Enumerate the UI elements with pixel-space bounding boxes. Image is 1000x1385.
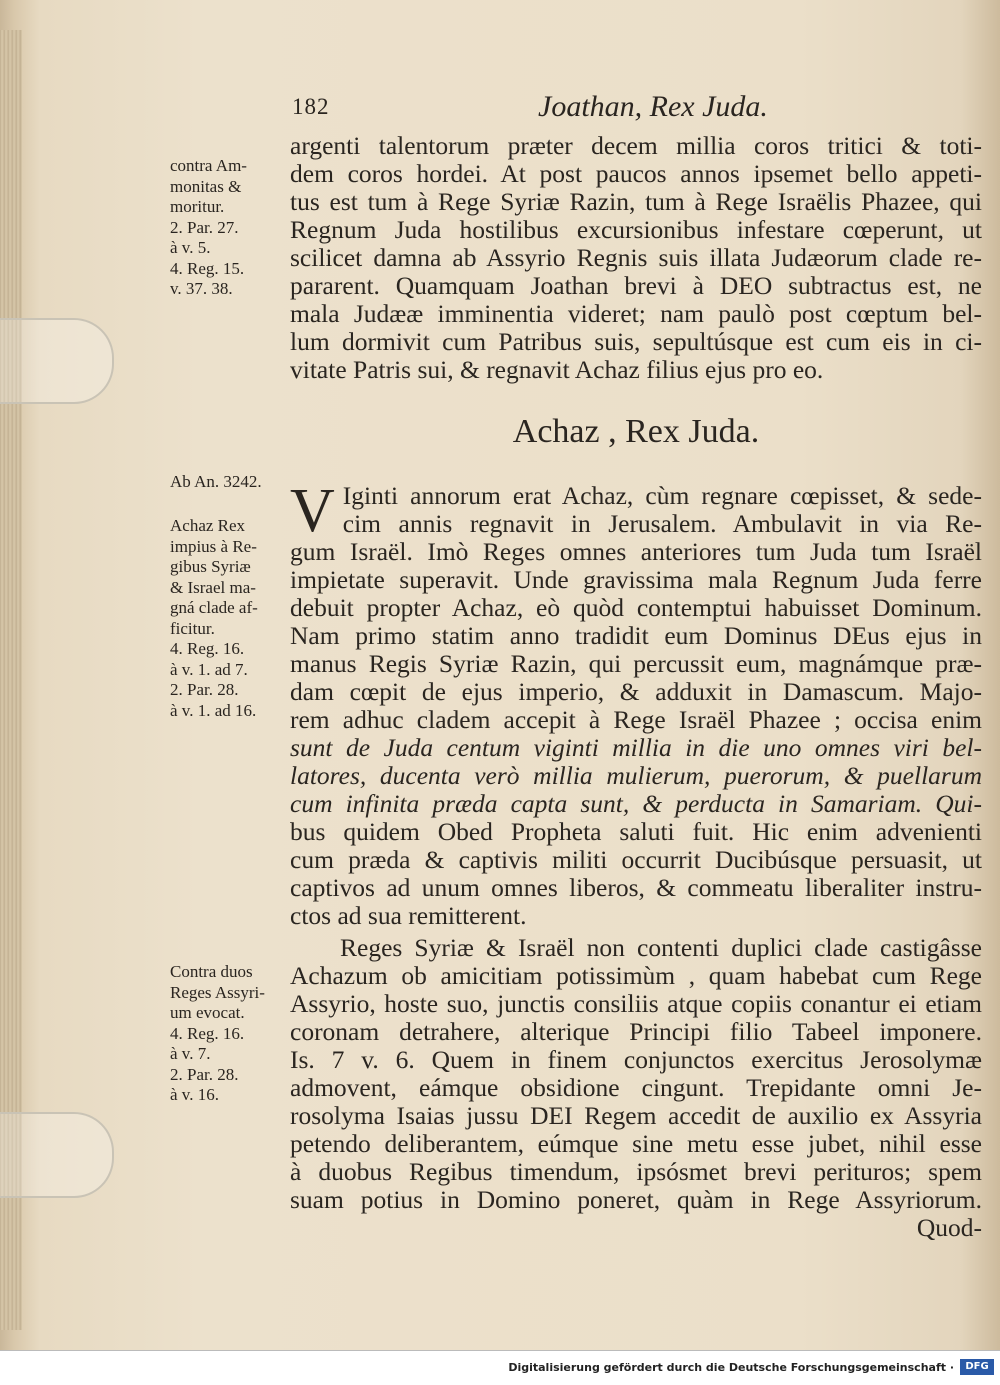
text-line: ctos ad sua remitterent. [290, 901, 527, 930]
text-line: pararent. Quamquam Joathan brevi à DEO subtractus est, ne [290, 271, 982, 300]
margin-line: 2. Par. 27. [170, 217, 239, 237]
page-header [292, 90, 992, 130]
footer-credit: Digitalisierung gefördert durch die Deutsche Forschungsgemeinschaft · [508, 1361, 954, 1374]
digitization-footer [0, 1350, 1000, 1385]
catchword: Quod- [916, 1213, 982, 1242]
text-line: Nam primo statim anno tradidit eum Dominus DEus ejus in [290, 621, 982, 650]
text-line: Reges Syriæ & Israël non contenti duplici clade castigâsse [340, 933, 982, 962]
margin-line: 4. Reg. 16. [170, 1023, 245, 1043]
text-line: gum Israël. Imò Reges omnes anteriores tum Juda tum Israël [290, 537, 982, 566]
margin-line: à v. 16. [170, 1085, 219, 1104]
text-line: mala Judææ imminentia videret; nam paulò post cœptum bel- [290, 299, 982, 328]
text-line: debuit propter Achaz, eò quòd contemptui habuisset Dominum. [290, 593, 982, 622]
margin-line: 2. Par. 28. [170, 680, 239, 699]
paragraph-reges [290, 934, 982, 1242]
text-line: captivos ad unum omnes liberos, & commeatu liberaliter instru- [290, 873, 982, 902]
text-line: cim annis regnavit in Jerusalem. Ambulavit in via Re- [342, 509, 982, 538]
text-line: impietate superavit. Unde gravissima mala Regnum Juda ferre [290, 565, 982, 594]
text-line: rosolyma Isaias jussu DEI Regem accedit de auxilio ex Assyria [290, 1101, 982, 1130]
margin-note-year [170, 472, 262, 493]
text-line: tus est tum à Rege Syriæ Razin, tum à Rege Israëlis Phazee, qui [290, 187, 982, 216]
text-line: dam cœpit de ejus imperio, & adduxit in Damascum. Majo- [290, 677, 982, 706]
text-line: Regnum Juda hostilibus excursionibus infestare cœperunt, ut [290, 215, 982, 244]
margin-line: Ab An. 3242. [170, 472, 262, 491]
text-line: dem coros hordei. At post paucos annos ipsemet bello appeti- [290, 159, 982, 188]
text-line: admovent, eámque obsidione cingunt. Trepidante omni Je- [290, 1073, 982, 1102]
text-line: Assyrio, hoste suo, junctis consiliis atque copiis conantur ei etiam [290, 989, 982, 1018]
text-line: coronam detrahere, alterique Principi filio Tabeel imponere. [290, 1017, 982, 1046]
margin-line: monitas & [170, 176, 242, 196]
section-heading: Achaz , Rex Juda. [512, 413, 760, 450]
margin-line: & Israel ma- [170, 577, 256, 597]
text-line: Is. 7 v. 6. Quem in finem conjunctos exercitus Jerosolymæ [290, 1045, 982, 1074]
book-clip-upper [0, 318, 114, 404]
text-line: petendo deliberantem, eúmque sine metu esse jubet, nihil esse [290, 1129, 982, 1158]
margin-line: à v. 5. [170, 238, 211, 257]
running-title: Joathan, Rex Juda. [538, 90, 768, 123]
text-line: argenti talentorum præter decem millia coros tritici & toti- [290, 131, 982, 160]
dfg-logo: DFG [960, 1359, 994, 1375]
text-line: latores, ducenta verò millia mulierum, puerorum, & puellarum [290, 761, 982, 790]
text-line: cum infinita præda capta sunt, & perducta in Samariam. Qui- [290, 789, 982, 818]
text-line: rem adhuc cladem accepit à Rege Israël Phazee ; occisa enim [290, 705, 982, 734]
margin-line: um evocat. [170, 1003, 245, 1022]
text-line: suam potius in Domino poneret, quàm in Rege Assyriorum. [290, 1185, 982, 1214]
paragraph-achaz [290, 477, 982, 930]
margin-line: ficitur. [170, 618, 215, 638]
page-number: 182 [292, 94, 330, 119]
margin-line: contra Am- [170, 156, 247, 175]
margin-note-assyria [170, 962, 265, 1106]
paragraph-joathan [290, 132, 982, 384]
margin-line: à v. 1. ad 7. [170, 659, 248, 679]
margin-line: à v. 1. ad 16. [170, 700, 257, 720]
margin-line: gibus Syriæ [170, 557, 251, 576]
text-line: manus Regis Syriæ Razin, qui percussit eum, magnámque præ- [290, 649, 982, 678]
text-line: Iginti annorum erat Achaz, cùm regnare cœpisset, & sede- [342, 481, 982, 510]
text-line: sunt de Juda centum viginti millia in die uno omnes viri bel- [290, 733, 982, 762]
margin-line: moritur. [170, 197, 225, 216]
book-clip-lower [0, 1112, 114, 1198]
text-line: vitate Patris sui, & regnavit Achaz filius ejus pro eo. [290, 355, 824, 384]
margin-line: gná clade af- [170, 598, 258, 617]
margin-note-joathan [170, 156, 247, 300]
margin-line: 2. Par. 28. [170, 1064, 239, 1084]
text-line: bus quidem Obed Propheta saluti fuit. Hic enim advenienti [290, 817, 982, 846]
margin-line: Achaz Rex [170, 516, 246, 535]
text-line: Achazum ob amicitiam potissimùm , quam habebat cum Rege [290, 961, 982, 990]
margin-line: Contra duos [170, 962, 253, 981]
text-line: scilicet damna ab Assyrio Regnis suis illata Judæorum clade re- [290, 243, 982, 272]
margin-note-achaz [170, 516, 258, 721]
drop-initial: V [290, 477, 335, 545]
main-text [290, 132, 982, 1242]
margin-line: 4. Reg. 15. [170, 258, 245, 278]
margin-line: Reges Assyri- [170, 982, 265, 1002]
text-line: lum dormivit cum Patribus suis, sepultúsque est cum eis in ci- [290, 327, 982, 356]
margin-line: v. 37. 38. [170, 279, 233, 298]
text-line: à duobus Regibus timendum, ipsósmet brevi perituros; spem [290, 1157, 982, 1186]
margin-line: à v. 7. [170, 1044, 211, 1063]
margin-line: 4. Reg. 16. [170, 639, 245, 658]
margin-line: impius à Re- [170, 536, 257, 556]
text-line: cum præda & captivis militi occurrit Ducibúsque persuasit, ut [290, 845, 982, 874]
